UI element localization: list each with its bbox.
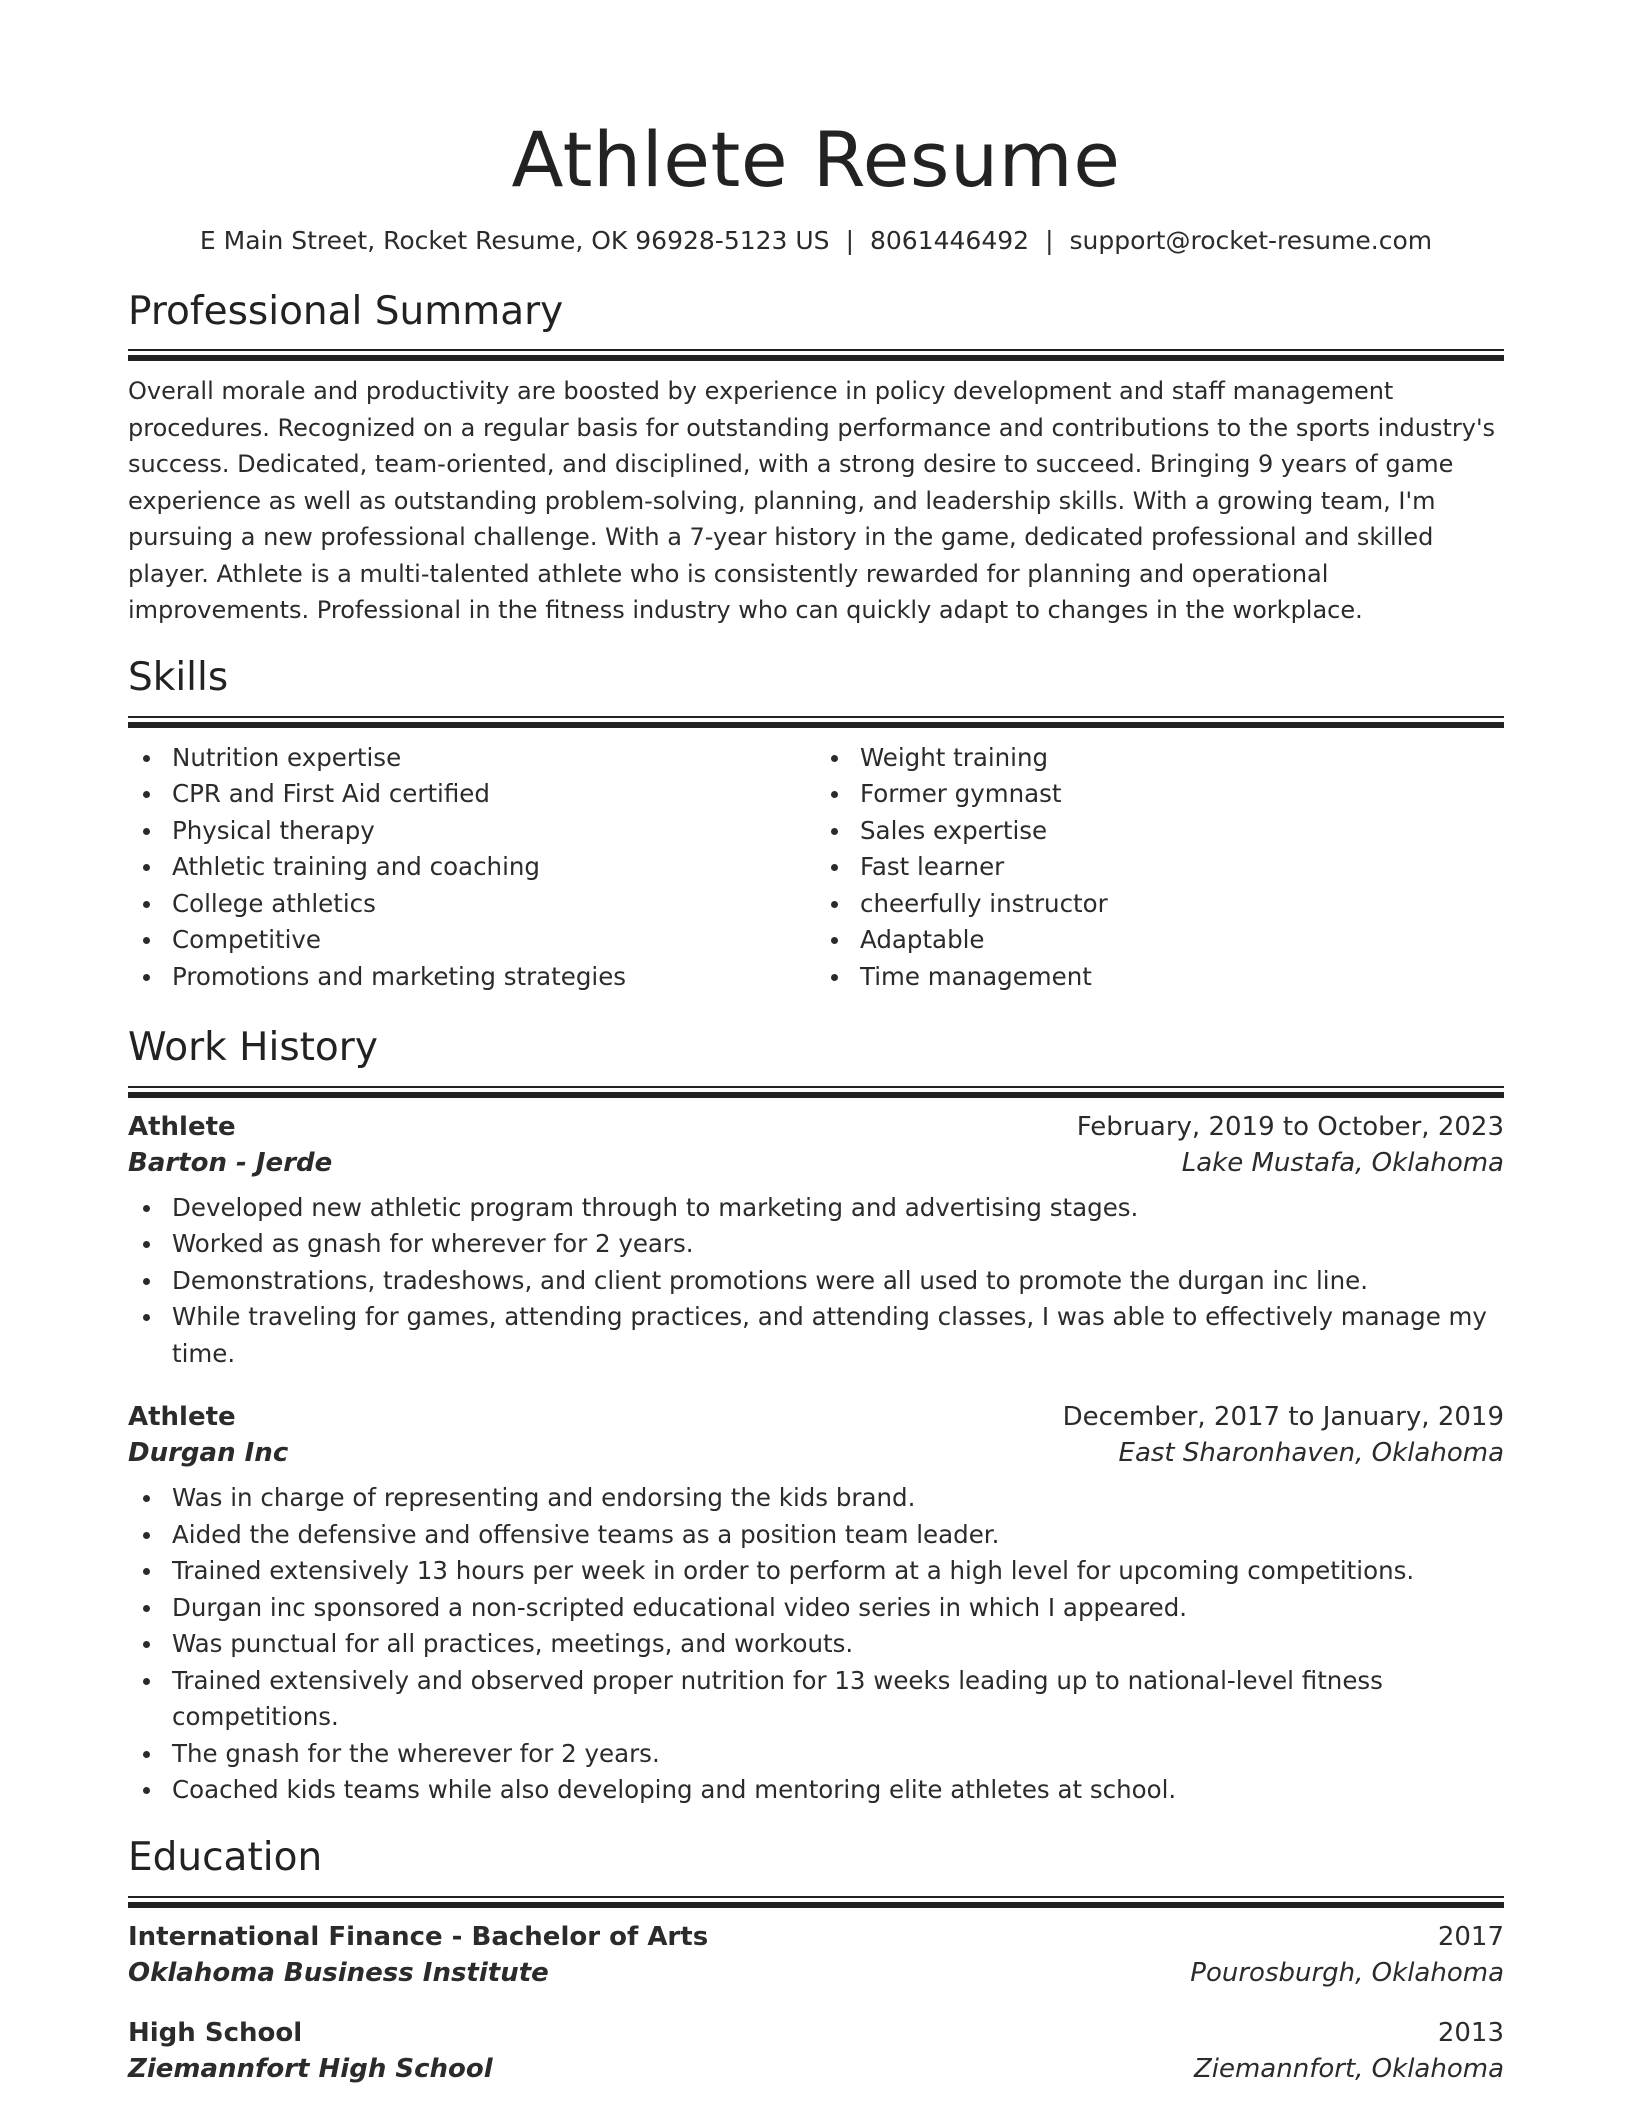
education-year: 2017 <box>1437 1921 1504 1952</box>
job-bullets <box>128 1480 1504 1809</box>
job-bullet: While traveling for games, attending practices, and attending classes, I was able to effectively manage my time. <box>128 1299 1504 1372</box>
job-subheader-row <box>128 1148 1504 1178</box>
job-header-row <box>128 1112 1504 1142</box>
education-section <box>128 1835 1504 2084</box>
contact-address: E Main Street, Rocket Resume, OK 96928-5123 US <box>199 225 830 255</box>
job-bullets <box>128 1190 1504 1373</box>
job-location: East Sharonhaven, Oklahoma <box>1118 1438 1504 1469</box>
education-degree: International Finance - Bachelor of Arts <box>128 1921 709 1952</box>
work-section <box>128 1025 1504 1809</box>
skill-item: CPR and First Aid certified <box>128 776 816 813</box>
contact-phone: 8061446492 <box>870 225 1030 255</box>
skills-columns <box>128 740 1504 996</box>
skill-item: Sales expertise <box>816 813 1504 850</box>
section-rule <box>128 349 1504 361</box>
job-dates: February, 2019 to October, 2023 <box>1076 1111 1504 1142</box>
job-bullet: The gnash for the wherever for 2 years. <box>128 1736 1504 1773</box>
job-bullet: Was punctual for all practices, meetings, and workouts. <box>128 1626 1504 1663</box>
skill-item: Athletic training and coaching <box>128 849 816 886</box>
skill-item: College athletics <box>128 886 816 923</box>
section-heading-summary: Professional Summary <box>128 288 564 334</box>
contact-separator: | <box>845 225 854 255</box>
job-header-row <box>128 1402 1504 1432</box>
job-company: Durgan Inc <box>128 1438 289 1469</box>
summary-section <box>128 289 1504 629</box>
education-subheader-row <box>128 1958 1504 1988</box>
job-bullet: Worked as gnash for wherever for 2 years. <box>128 1226 1504 1263</box>
job-location: Lake Mustafa, Oklahoma <box>1181 1147 1504 1178</box>
education-location: Ziemannfort, Oklahoma <box>1193 2053 1504 2084</box>
job-dates: December, 2017 to January, 2019 <box>1062 1402 1504 1433</box>
skill-item: Competitive <box>128 922 816 959</box>
job-bullet: Trained extensively 13 hours per week in order to perform at a high level for upcoming competitions. <box>128 1553 1504 1590</box>
education-header-row <box>128 1922 1504 1952</box>
education-year: 2013 <box>1437 2017 1504 2048</box>
job-bullet: Coached kids teams while also developing and mentoring elite athletes at school. <box>128 1772 1504 1809</box>
section-rule <box>128 1086 1504 1098</box>
skill-item: cheerfully instructor <box>816 886 1504 923</box>
skill-item: Promotions and marketing strategies <box>128 959 816 996</box>
skill-item: Time management <box>816 959 1504 996</box>
job-bullet: Was in charge of representing and endorsing the kids brand. <box>128 1480 1504 1517</box>
education-entry <box>128 1922 1504 1988</box>
job-title: Athlete <box>128 1402 236 1433</box>
education-header-row <box>128 2018 1504 2048</box>
job-entry <box>128 1112 1504 1373</box>
education-school: Ziemannfort High School <box>128 2053 493 2084</box>
skill-item: Nutrition expertise <box>128 740 816 777</box>
skills-list-left <box>128 740 816 996</box>
job-subheader-row <box>128 1438 1504 1468</box>
section-heading-work: Work History <box>128 1025 378 1071</box>
contact-separator: | <box>1045 225 1054 255</box>
section-rule <box>128 1896 1504 1908</box>
skill-item: Former gymnast <box>816 776 1504 813</box>
skill-item: Weight training <box>816 740 1504 777</box>
summary-text: Overall morale and productivity are boosted by experience in policy development and staff management procedures. Recognized on a regular basis for outstanding performance and contributions to the sports industry's success. Dedicated, team-oriented, and disciplined, with a strong desire to succeed. Bringing 9 years of game experience as well as outstanding problem-solving, planning, and leadership skills. With a growing team, I'm pursuing a new professional challenge. With a 7-year history in the game, dedicated professional and skilled player. Athlete is a multi-talented athlete who is consistently rewarded for planning and operational improvements. Professional in the fitness industry who can quickly adapt to changes in the workplace. <box>128 377 1496 625</box>
skill-item: Physical therapy <box>128 813 816 850</box>
resume-title: Athlete Resume <box>511 115 1121 204</box>
education-degree: High School <box>128 2017 303 2048</box>
education-subheader-row <box>128 2054 1504 2084</box>
education-entry <box>128 2018 1504 2084</box>
skills-list-right <box>816 740 1504 996</box>
section-heading-skills: Skills <box>128 654 229 700</box>
section-heading-education: Education <box>128 1834 323 1880</box>
job-bullet: Demonstrations, tradeshows, and client promotions were all used to promote the durgan inc line. <box>128 1263 1504 1300</box>
job-title: Athlete <box>128 1111 236 1142</box>
contact-email: support@rocket-resume.com <box>1069 225 1433 255</box>
education-school: Oklahoma Business Institute <box>128 1957 549 1988</box>
skill-item: Adaptable <box>816 922 1504 959</box>
job-entry <box>128 1402 1504 1809</box>
job-company: Barton - Jerde <box>128 1147 333 1178</box>
job-bullet: Trained extensively and observed proper nutrition for 13 weeks leading up to national-level fitness competitions. <box>128 1663 1504 1736</box>
section-rule <box>128 716 1504 728</box>
skill-item: Fast learner <box>816 849 1504 886</box>
job-bullet: Aided the defensive and offensive teams as a position team leader. <box>128 1517 1504 1554</box>
job-bullet: Durgan inc sponsored a non-scripted educational video series in which I appeared. <box>128 1590 1504 1627</box>
skills-section <box>128 655 1504 995</box>
contact-line <box>128 226 1504 255</box>
job-bullet: Developed new athletic program through to marketing and advertising stages. <box>128 1190 1504 1227</box>
education-location: Pourosburgh, Oklahoma <box>1190 1957 1504 1988</box>
